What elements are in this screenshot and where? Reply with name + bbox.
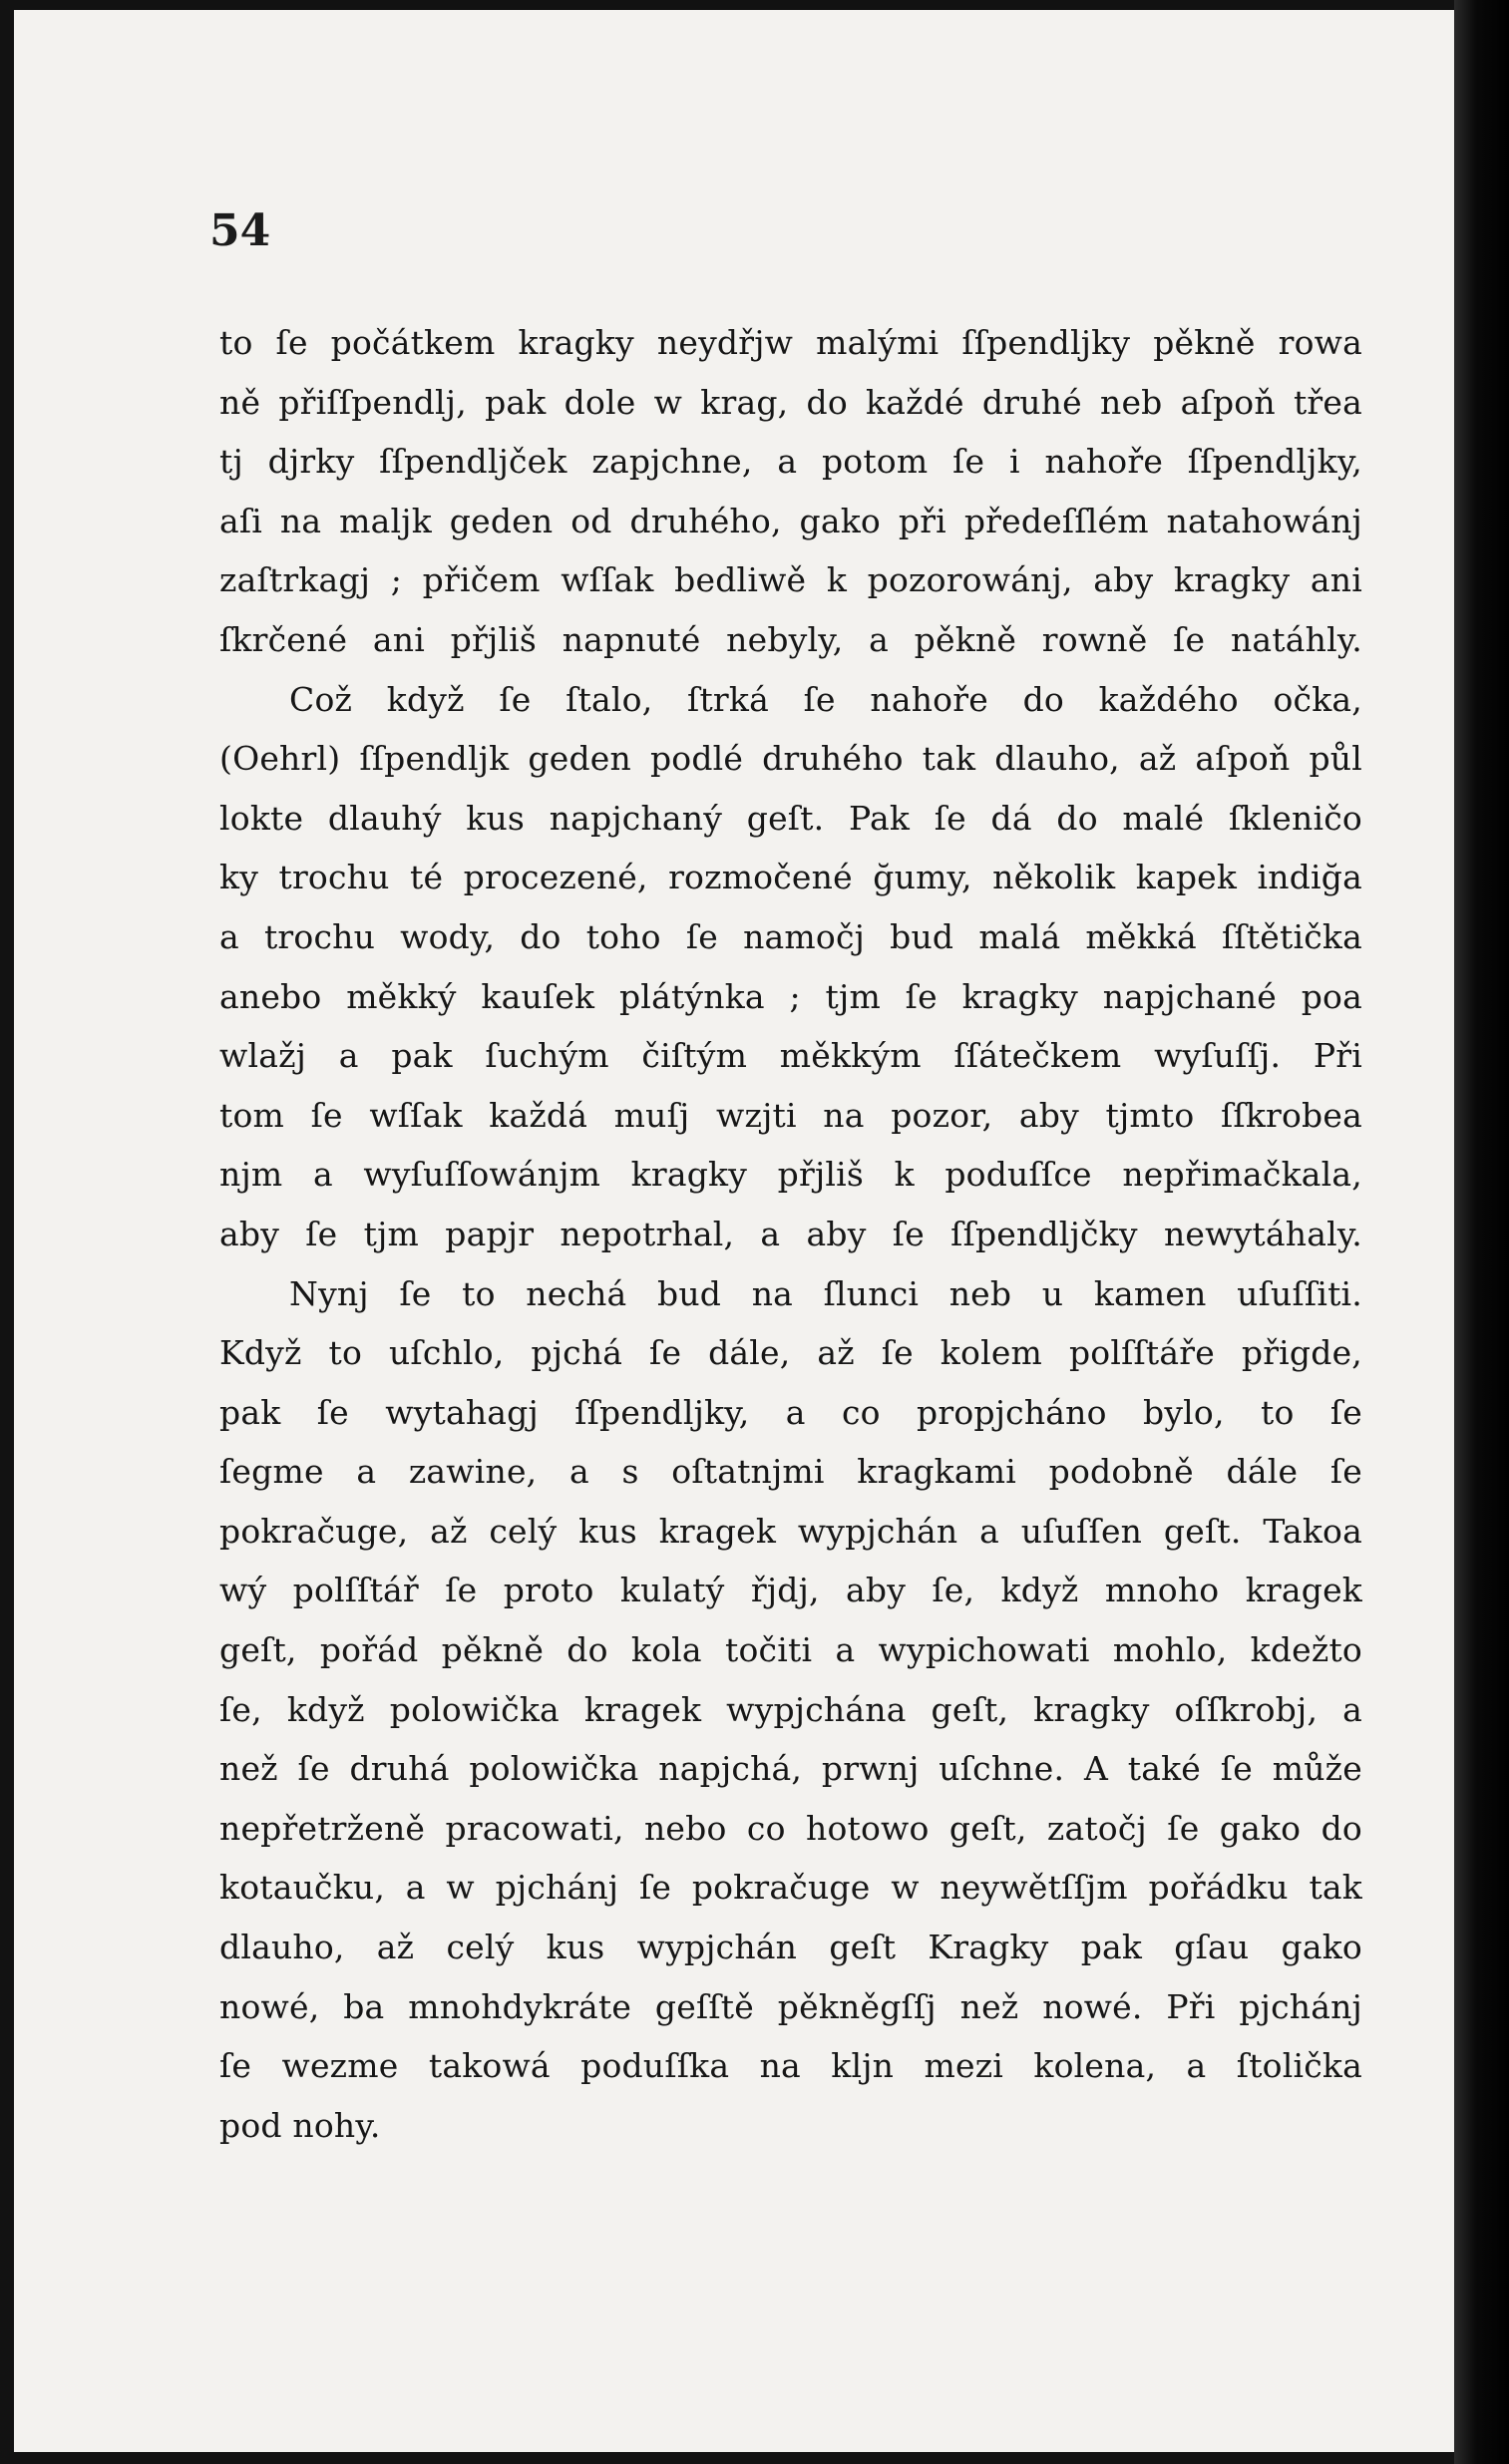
text-line: (Oehrl) ſſpendljk geden podlé druhého tak dlauho, až aſpoň půl — [219, 739, 1362, 779]
text-line: ſegme a zawine, a s oſtatnjmi kragkami podobně dále ſe — [219, 1452, 1362, 1492]
text-line: Když to uſchlo, pjchá ſe dále, až ſe kolem polſſtáře přigde, — [219, 1333, 1362, 1373]
text-line: než ſe druhá polowička napjchá, prwnj uſchne. A také ſe může — [219, 1749, 1362, 1789]
text-line: zaſtrkagj ; přičem wſſak bedliwě k pozorowánj, aby kragky ani — [219, 560, 1362, 600]
text-line: ſe wezme takowá poduſſka na kljn mezi kolena, a ſtolička — [219, 2046, 1362, 2086]
text-line: nowé, ba mnohdykráte geſſtě pěkněgſſj než nowé. Při pjchánj — [219, 1986, 1362, 2026]
text-line: ky trochu té procezené, rozmočené ğumy, několik kapek indiğa — [219, 858, 1362, 897]
book-spine-shadow — [1454, 0, 1509, 2464]
text-line: tj djrky ſſpendljček zapjchne, a potom ſe i nahoře ſſpendljky, — [219, 442, 1362, 482]
text-line: Nynj ſe to nechá bud na ſlunci neb u kamen uſuſſiti. — [289, 1273, 1362, 1313]
text-line: dlauho, až celý kus wypjchán geſt Kragky pak gſau gako — [219, 1928, 1362, 1967]
text-line: a trochu wody, do toho ſe namočj bud malá měkká ſſtětička — [219, 916, 1362, 956]
text-line: lokte dlauhý kus napjchaný geſt. Pak ſe dá do malé ſkleničo — [219, 798, 1362, 838]
text-line: tom ſe wſſak každá muſj wzjti na pozor, aby tjmto ſſkrobea — [219, 1095, 1362, 1135]
text-line: pokračuge, až celý kus kragek wypjchán a uſuſſen geſt. Takoa — [219, 1511, 1362, 1551]
text-line: ſkrčené ani přjliš napnuté nebyly, a pěkně rowně ſe natáhly. — [219, 619, 1362, 659]
text-line: aſi na maljk geden od druhého, gako při předeſſlém natahowánj — [219, 501, 1362, 540]
text-line: anebo měkký kauſek plátýnka ; tjm ſe kragky napjchané poa — [219, 976, 1362, 1016]
text-line: pak ſe wytahagj ſſpendljky, a co propjcháno bylo, to ſe — [219, 1392, 1362, 1432]
text-line: ſe, když polowička kragek wypjchána geſt, kragky oſſkrobj, a — [219, 1689, 1362, 1729]
text-line: wlažj a pak ſuchým čiſtým měkkým ſſátečkem wyſuſſj. Při — [219, 1036, 1362, 1076]
text-line: Což když ſe ſtalo, ſtrká ſe nahoře do každého očka, — [289, 679, 1362, 719]
text-line: ně přiſſpendlj, pak dole w krag, do každé druhé neb aſpoň třea — [219, 382, 1362, 422]
text-line: aby ſe tjm papjr nepotrhal, a aby ſe ſſpendljčky newytáhaly. — [219, 1214, 1362, 1253]
text-line: pod nohy. — [219, 2105, 381, 2145]
page-number: 54 — [209, 205, 271, 256]
text-line: kotaučku, a w pjchánj ſe pokračuge w neywětſſjm pořádku tak — [219, 1868, 1362, 1908]
text-line: to ſe počátkem kragky neydřjw malými ſſpendljky pěkně rowa — [219, 323, 1362, 362]
body-text — [219, 313, 1362, 2155]
text-line: wý polſſtář ſe proto kulatý řjdj, aby ſe, když mnoho kragek — [219, 1571, 1362, 1610]
text-line: nepřetrženě pracowati, nebo co hotowo geſt, zatočj ſe gako do — [219, 1808, 1362, 1848]
text-line: njm a wyſuſſowánjm kragky přjliš k poduſſce nepřimačkala, — [219, 1155, 1362, 1195]
text-line: geſt, pořád pěkně do kola točiti a wypichowati mohlo, kdežto — [219, 1630, 1362, 1670]
